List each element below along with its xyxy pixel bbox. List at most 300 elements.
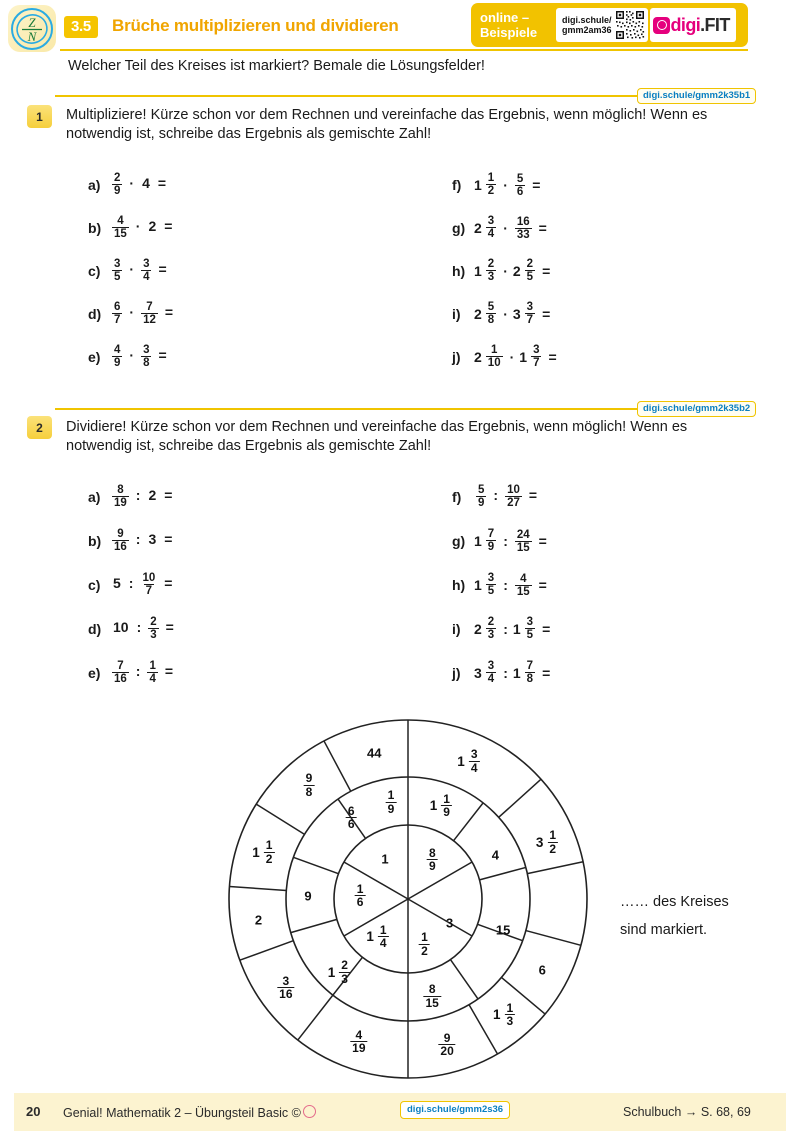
fraction-numerator: 7 (146, 301, 153, 313)
exercise-1-instruction: Multipliziere! Kürze schon vor dem Rechnen und vereinfache das Ergebnis, wenn möglich! Wenn es notwendig ist, schreibe das Ergebnis als gemischte Zahl! (66, 107, 708, 142)
wheel-outer-cell[interactable] (493, 1002, 517, 1028)
operator: : (493, 487, 499, 504)
problem-expression (110, 572, 177, 597)
fraction-denominator: 2 (549, 841, 557, 856)
operator: · (129, 175, 135, 192)
problem-label: d) (88, 620, 102, 637)
fraction-denominator: 5 (526, 629, 534, 641)
fraction-denominator: 4 (379, 936, 387, 951)
operator: = (528, 487, 538, 504)
mixed-number (513, 616, 537, 641)
fraction (339, 959, 350, 985)
fraction (427, 847, 438, 873)
fraction-denominator: 9 (429, 859, 436, 874)
wheel-outer-cell[interactable] (457, 748, 481, 774)
integer: 44 (367, 745, 382, 761)
mixed-number (536, 829, 560, 855)
problem-label: h) (452, 577, 466, 594)
problem-2g (452, 528, 552, 554)
fraction-denominator: 8 (526, 673, 534, 685)
mixed-whole-part: 1 (474, 532, 482, 549)
fraction-denominator: 15 (114, 228, 127, 240)
wheel-middle-cell[interactable] (328, 959, 352, 985)
wheel-outer-cell[interactable] (302, 772, 317, 798)
mixed-whole-part: 2 (474, 219, 482, 236)
note-line-1: …… des Kreises (620, 894, 729, 910)
fraction-numerator: 8 (117, 484, 124, 496)
mixed-number (474, 616, 498, 641)
wheel-outer-divider (527, 862, 583, 874)
problem-label: i) (452, 620, 461, 637)
wheel-middle-cell[interactable] (496, 922, 510, 937)
fraction (112, 484, 129, 509)
wheel-middle-cell[interactable] (344, 805, 359, 831)
fraction-numerator: 3 (470, 747, 478, 762)
fraction-denominator: 19 (114, 497, 127, 509)
problem-2e (88, 660, 178, 685)
exercise-2-number: 2 (27, 416, 52, 439)
fraction-numerator: 3 (526, 301, 534, 313)
operator: = (542, 620, 551, 637)
operator: : (135, 531, 141, 548)
wheel-answer-note (620, 888, 790, 944)
operator: · (509, 348, 515, 365)
digifit-brand-pink: digi (670, 14, 701, 35)
qr-url-line2: gmm2am36 (562, 25, 612, 35)
operator: = (165, 619, 174, 636)
wheel-outer-cell[interactable] (255, 913, 262, 928)
fraction (515, 529, 532, 554)
fraction-numerator: 3 (114, 258, 121, 270)
fraction-numerator: 3 (533, 344, 540, 356)
fraction-denominator: 5 (487, 585, 495, 597)
fraction (424, 983, 441, 1009)
problem-label: j) (452, 348, 461, 365)
fraction-denominator: 8 (305, 784, 313, 799)
wheel-outer-cell[interactable] (275, 975, 296, 1001)
wheel-outer-cell[interactable] (436, 1032, 457, 1058)
fraction-numerator: 1 (149, 660, 156, 672)
footer-copyright (63, 1105, 316, 1120)
rose-icon (303, 1105, 316, 1118)
fraction (486, 215, 496, 240)
fraction (112, 344, 122, 369)
problem-label: a) (88, 488, 101, 505)
footer-textbook-ref: Schulbuch → S. 68, 69 (623, 1105, 751, 1119)
wheel-outer-divider (324, 741, 351, 791)
wheel-middle-cell[interactable] (304, 888, 311, 903)
problem-expression (474, 528, 552, 554)
fraction-wheel-diagram[interactable] (213, 705, 603, 1095)
fraction-denominator: 3 (487, 271, 495, 283)
fraction-numerator: 7 (117, 660, 124, 672)
mixed-whole-part: 3 (474, 664, 482, 681)
fraction-denominator: 15 (516, 586, 530, 599)
fraction (515, 173, 525, 198)
online-label-line2: Beispiele (480, 25, 538, 40)
fraction-numerator: 2 (150, 616, 157, 628)
operator: = (158, 261, 167, 278)
problem-1d (88, 301, 178, 326)
fraction-numerator: 1 (506, 1000, 514, 1015)
problem-2i (452, 616, 555, 641)
wheel-middle-divider (450, 960, 478, 999)
wheel-outer-divider (526, 931, 581, 946)
fraction (112, 528, 129, 553)
integer: 3 (148, 531, 157, 548)
problem-expression (110, 258, 172, 283)
wheel-middle-divider (291, 919, 337, 932)
problem-label: g) (452, 533, 466, 550)
fraction (346, 805, 357, 831)
fraction-numerator: 4 (117, 215, 124, 227)
operator: = (538, 532, 547, 549)
fraction (304, 772, 315, 798)
fraction-denominator: 12 (143, 314, 156, 326)
problem-1g (452, 215, 552, 241)
mixed-number (474, 258, 498, 283)
fraction-numerator: 2 (487, 616, 495, 628)
operator: : (135, 663, 141, 680)
fraction-numerator: 1 (443, 791, 450, 806)
fraction-numerator: 1 (549, 828, 557, 843)
operator: : (503, 664, 508, 681)
fraction-denominator: 3 (150, 629, 157, 641)
fraction-denominator: 4 (470, 760, 478, 775)
mixed-whole-part: 1 (474, 262, 482, 279)
fraction-denominator: 16 (114, 541, 127, 553)
problem-label: c) (88, 576, 101, 593)
integer: 6 (538, 962, 546, 978)
problem-label: f) (452, 488, 462, 505)
fraction-denominator: 19 (352, 1041, 366, 1056)
page-header (0, 0, 800, 58)
operator: = (538, 219, 547, 236)
fraction (476, 484, 486, 509)
fraction-numerator: 8 (429, 845, 436, 860)
fraction-denominator: 3 (341, 971, 348, 986)
mixed-whole-part: 3 (535, 834, 544, 850)
wheel-middle-cell[interactable] (430, 793, 454, 819)
mixed-number (457, 748, 481, 774)
problem-expression (474, 572, 552, 598)
fraction (141, 301, 158, 326)
mixed-number (474, 301, 498, 326)
operator: · (135, 218, 141, 235)
fraction-denominator: 6 (347, 817, 355, 832)
fraction (486, 660, 496, 685)
problem-label: h) (452, 262, 466, 279)
fraction-denominator: 7 (145, 585, 153, 597)
wheel-outer-divider (298, 995, 333, 1040)
fraction-denominator: 33 (516, 229, 530, 242)
mixed-whole-part: 1 (474, 576, 482, 593)
fraction-numerator: 5 (487, 301, 495, 313)
fraction-numerator: 3 (487, 572, 495, 584)
problem-expression (474, 215, 552, 241)
fraction-numerator: 3 (526, 616, 534, 628)
problem-2b (88, 528, 177, 553)
footer-copyright-text: Genial! Mathematik 2 – Übungsteil Basic © (63, 1106, 301, 1120)
problem-label: f) (452, 177, 462, 194)
mixed-whole-part: 1 (252, 844, 260, 860)
problem-expression (474, 301, 555, 326)
fraction (486, 572, 496, 597)
fraction (531, 344, 541, 369)
mixed-whole-part: 2 (474, 620, 482, 637)
fraction (112, 660, 129, 685)
fraction-numerator: 4 (520, 573, 527, 586)
fraction-numerator: 3 (143, 258, 150, 270)
wheel-inner-cell[interactable] (417, 931, 432, 957)
problem-expression (474, 484, 542, 509)
problem-1h (452, 258, 555, 283)
fraction-numerator: 16 (516, 216, 530, 229)
fraction-denominator: 4 (487, 673, 495, 685)
wheel-outer-cell[interactable] (348, 1029, 369, 1055)
operator: = (157, 175, 167, 192)
fraction-numerator: 2 (114, 172, 121, 184)
operator: : (503, 620, 508, 637)
problem-expression (474, 616, 555, 641)
wheel-middle-divider (293, 857, 338, 873)
mixed-number (474, 572, 498, 597)
problem-expression (110, 301, 178, 326)
operator: · (129, 304, 135, 321)
fraction-denominator: 9 (114, 357, 121, 369)
mixed-whole-part: 1 (366, 929, 374, 945)
wheel-inner-cell[interactable] (381, 852, 388, 867)
operator: = (542, 305, 551, 322)
fraction-numerator: 9 (443, 1030, 451, 1045)
mixed-number (252, 839, 276, 865)
wheel-inner-cell[interactable] (366, 924, 390, 950)
svg-text:Z: Z (28, 14, 36, 30)
fraction-numerator: 1 (387, 788, 395, 803)
mixed-whole-part: 2 (474, 305, 482, 322)
fraction-denominator: 27 (507, 497, 520, 509)
header-divider (60, 49, 748, 51)
note-line-2: sind markiert. (620, 922, 708, 938)
publisher-logo (8, 5, 56, 52)
operator: : (128, 575, 134, 592)
integer: 2 (254, 912, 263, 928)
wheel-outer-cell[interactable] (367, 745, 381, 760)
integer: 5 (113, 575, 121, 592)
mixed-whole-part: 2 (512, 262, 521, 279)
fraction-numerator: 6 (347, 803, 355, 818)
fraction-denominator: 9 (114, 185, 121, 197)
problem-expression (110, 616, 179, 641)
fraction (112, 301, 122, 326)
problem-1i (452, 301, 555, 326)
mixed-whole-part: 1 (492, 1007, 501, 1023)
operator: = (542, 664, 551, 681)
mixed-whole-part: 1 (512, 664, 521, 681)
wheel-inner-divider (408, 862, 472, 899)
fraction-denominator: 7 (114, 314, 121, 326)
problem-2c (88, 572, 177, 597)
operator: = (164, 575, 173, 592)
fraction-numerator: 1 (490, 344, 498, 356)
problem-expression (474, 660, 555, 685)
integer: 10 (113, 619, 129, 636)
fraction (441, 793, 452, 819)
problem-label: g) (452, 220, 466, 237)
fraction-denominator: 8 (143, 357, 150, 369)
wheel-middle-cell[interactable] (492, 847, 499, 862)
operator: : (503, 532, 508, 549)
operator: : (503, 576, 508, 593)
fraction (504, 1002, 515, 1028)
fraction (141, 344, 151, 369)
mixed-number (474, 344, 505, 369)
wheel-middle-divider (454, 803, 484, 841)
problem-label: e) (88, 664, 101, 681)
fraction-numerator: 3 (282, 973, 290, 988)
fraction-numerator: 3 (487, 660, 495, 672)
fraction-numerator: 2 (487, 258, 495, 270)
fraction-denominator: 4 (487, 228, 495, 240)
fraction-denominator: 9 (478, 497, 485, 509)
problem-expression (110, 172, 171, 197)
fraction-numerator: 5 (478, 484, 485, 496)
fraction-denominator: 15 (425, 995, 439, 1010)
wheel-middle-cell[interactable] (384, 789, 399, 815)
mixed-whole-part: 1 (457, 753, 465, 769)
operator: · (503, 262, 508, 279)
wheel-outer-divider (256, 804, 304, 834)
exercise-1-rule (55, 95, 693, 97)
operator: = (158, 347, 167, 364)
fraction (486, 616, 496, 641)
problem-1f (452, 172, 545, 198)
wheel-inner-cell[interactable] (446, 916, 453, 931)
operator: = (532, 176, 541, 193)
mixed-whole-part: 1 (429, 798, 438, 814)
wheel-middle-cell[interactable] (422, 983, 443, 1009)
page-title: Brüche multiplizieren und dividieren (112, 16, 399, 35)
fraction-denominator: 2 (421, 943, 428, 958)
fraction-denominator: 5 (114, 271, 121, 283)
fraction-denominator: 10 (487, 357, 501, 369)
problem-2a (88, 484, 177, 509)
fraction-numerator: 4 (355, 1027, 363, 1042)
mixed-number (513, 301, 537, 326)
wheel-outer-divider (240, 941, 294, 960)
problem-2h (452, 572, 552, 598)
fraction (277, 975, 294, 1001)
online-examples-banner[interactable] (471, 3, 748, 47)
fraction-denominator: 15 (516, 542, 530, 555)
problem-expression (110, 344, 172, 369)
footer-code-tag[interactable]: digi.schule/gmm2s36 (400, 1101, 510, 1119)
fraction-denominator: 4 (149, 673, 156, 685)
wheel-inner-cell[interactable] (353, 883, 368, 909)
qr-url-line1: digi.schule/ (562, 15, 612, 25)
fraction (350, 1029, 367, 1055)
exercise-1-code[interactable]: digi.schule/gmm2k35b1 (637, 88, 756, 104)
fraction (469, 748, 480, 774)
wheel-outer-cell[interactable] (539, 963, 546, 978)
fraction (486, 528, 496, 553)
online-label (480, 10, 554, 40)
fraction (140, 572, 157, 597)
fraction (525, 301, 535, 326)
wheel-outer-cell[interactable] (536, 829, 560, 855)
problem-1e (88, 344, 172, 369)
fraction-numerator: 5 (516, 173, 524, 186)
mixed-number (328, 959, 352, 985)
fraction (378, 924, 389, 950)
fraction (386, 789, 397, 815)
wheel-middle-divider (479, 867, 525, 879)
integer: 4 (491, 847, 499, 862)
fraction-denominator: 6 (516, 186, 524, 199)
exercise-2-code[interactable]: digi.schule/gmm2k35b2 (637, 401, 756, 417)
wheel-svg (213, 705, 603, 1095)
fraction-numerator: 2 (526, 258, 534, 270)
fraction-denominator: 2 (487, 185, 495, 197)
fraction-numerator: 1 (356, 881, 364, 896)
problem-label: a) (88, 176, 101, 193)
fraction-denominator: 7 (533, 357, 540, 369)
digifit-logo[interactable] (650, 8, 736, 42)
fraction (355, 883, 366, 909)
wheel-outer-divider (499, 779, 541, 817)
fraction (525, 616, 535, 641)
fraction (515, 216, 532, 241)
fraction (525, 258, 535, 283)
intro-instruction: Welcher Teil des Kreises ist markiert? Bemale die Lösungsfelder! (68, 58, 485, 74)
fraction (525, 660, 535, 685)
mixed-whole-part: 1 (474, 176, 482, 193)
exercise-2-rule (55, 408, 693, 410)
qr-code-chip[interactable] (556, 8, 648, 42)
problem-2j (452, 660, 555, 685)
problem-expression (110, 660, 178, 685)
operator: = (538, 576, 547, 593)
mixed-number (474, 172, 498, 197)
problem-label: d) (88, 305, 102, 322)
integer: 3 (445, 915, 454, 931)
problem-1a (88, 172, 171, 197)
fraction (148, 616, 158, 641)
problem-1b (88, 215, 177, 240)
section-number-badge: 3.5 (64, 16, 98, 38)
exercise-1-number: 1 (27, 105, 52, 128)
operator: · (503, 219, 508, 236)
problem-expression (110, 528, 177, 553)
fraction-numerator: 3 (143, 344, 150, 356)
fraction (438, 1032, 455, 1058)
fraction (486, 172, 496, 197)
fraction (515, 573, 532, 598)
fraction (141, 258, 151, 283)
mixed-whole-part: 1 (512, 620, 521, 637)
fraction-denominator: 9 (443, 805, 450, 820)
fraction-denominator: 3 (506, 1014, 514, 1029)
fraction-numerator: 8 (428, 982, 436, 997)
wheel-inner-cell[interactable] (425, 847, 440, 873)
digifit-brand-dark: .FIT (700, 14, 730, 35)
fraction-numerator: 10 (507, 484, 520, 496)
fraction-numerator: 9 (117, 528, 124, 540)
wheel-outer-cell[interactable] (252, 839, 276, 865)
page-footer (0, 1093, 800, 1131)
page-number: 20 (26, 1104, 41, 1119)
exercise-2-instruction: Dividiere! Kürze schon vor dem Rechnen und vereinfache das Ergebnis, wenn möglich! Wenn es notwendig ist, schreibe das Ergebnis als gemischte Zahl! (66, 419, 688, 454)
